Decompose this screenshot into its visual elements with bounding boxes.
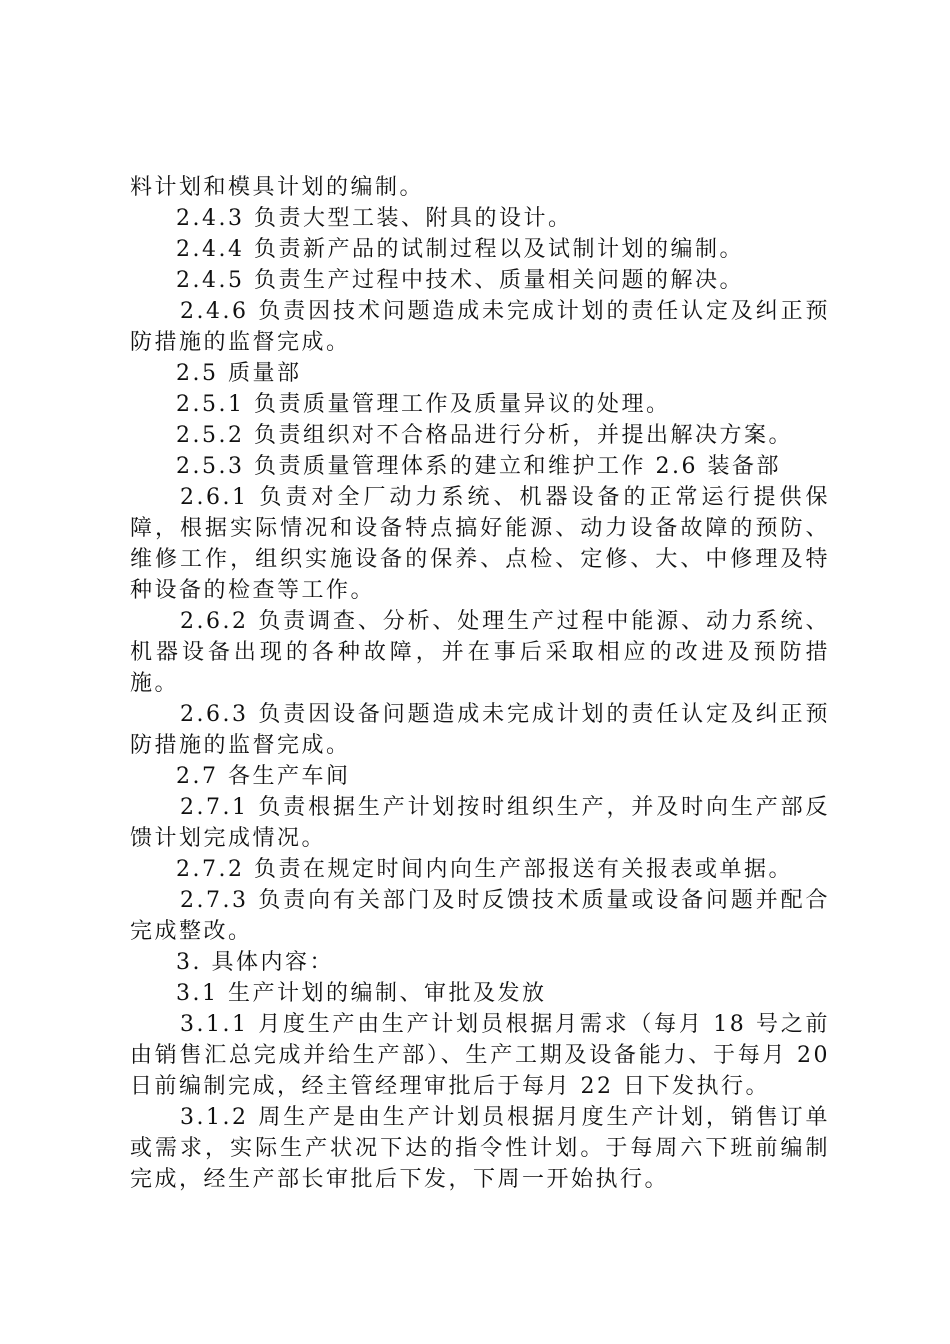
paragraph: 2.6.2 负责调查、分析、处理生产过程中能源、动力系统、机器设备出现的各种故障，并在事后采取相应的改进及预防措施。	[130, 609, 830, 696]
paragraph: 2.4.5 负责生产过程中技术、质量相关问题的解决。	[176, 268, 744, 293]
paragraph: 2.6.3 负责因设备问题造成未完成计划的责任认定及纠正预防措施的监督完成。	[130, 702, 830, 758]
paragraph: 2.7.2 负责在规定时间内向生产部报送有关报表或单据。	[176, 857, 793, 882]
paragraph: 2.6.1 负责对全厂动力系统、机器设备的正常运行提供保障，根据实际情况和设备特点搞好能源、动力设备故障的预防、维修工作，组织实施设备的保养、点检、定修、大、中修理及特种设备的检查等工作。	[130, 485, 830, 603]
paragraph: 3.1.2 周生产是由生产计划员根据月度生产计划，销售订单或需求，实际生产状况下达的指令性计划。于每周六下班前编制完成，经生产部长审批后下发，下周一开始执行。	[130, 1105, 830, 1192]
document-body	[130, 172, 830, 1195]
section-heading: 3. 具体内容：	[176, 950, 334, 975]
section-heading: 2.5 质量部	[176, 361, 302, 386]
paragraph: 2.5.1 负责质量管理工作及质量异议的处理。	[176, 392, 671, 417]
paragraph: 2.4.4 负责新产品的试制过程以及试制计划的编制。	[176, 237, 744, 262]
paragraph: 2.4.3 负责大型工装、附具的设计。	[176, 206, 573, 231]
paragraph: 2.5.2 负责组织对不合格品进行分析，并提出解决方案。	[176, 423, 793, 448]
section-heading: 3.1 生产计划的编制、审批及发放	[176, 981, 547, 1006]
section-heading: 2.7 各生产车间	[176, 764, 351, 789]
paragraph: 2.5.3 负责质量管理体系的建立和维护工作 2.6 装备部	[176, 454, 781, 479]
paragraph: 料计划和模具计划的编制。	[130, 175, 425, 200]
paragraph: 2.7.3 负责向有关部门及时反馈技术质量或设备问题并配合完成整改。	[130, 888, 830, 944]
paragraph: 3.1.1 月度生产由生产计划员根据月需求（每月 18 号之前由销售汇总完成并给生产部）、生产工期及设备能力、于每月 20 日前编制完成，经主管经理审批后于每月 22 日下发执行。	[130, 1012, 830, 1099]
paragraph: 2.4.6 负责因技术问题造成未完成计划的责任认定及纠正预防措施的监督完成。	[130, 299, 830, 355]
paragraph: 2.7.1 负责根据生产计划按时组织生产，并及时向生产部反馈计划完成情况。	[130, 795, 830, 851]
